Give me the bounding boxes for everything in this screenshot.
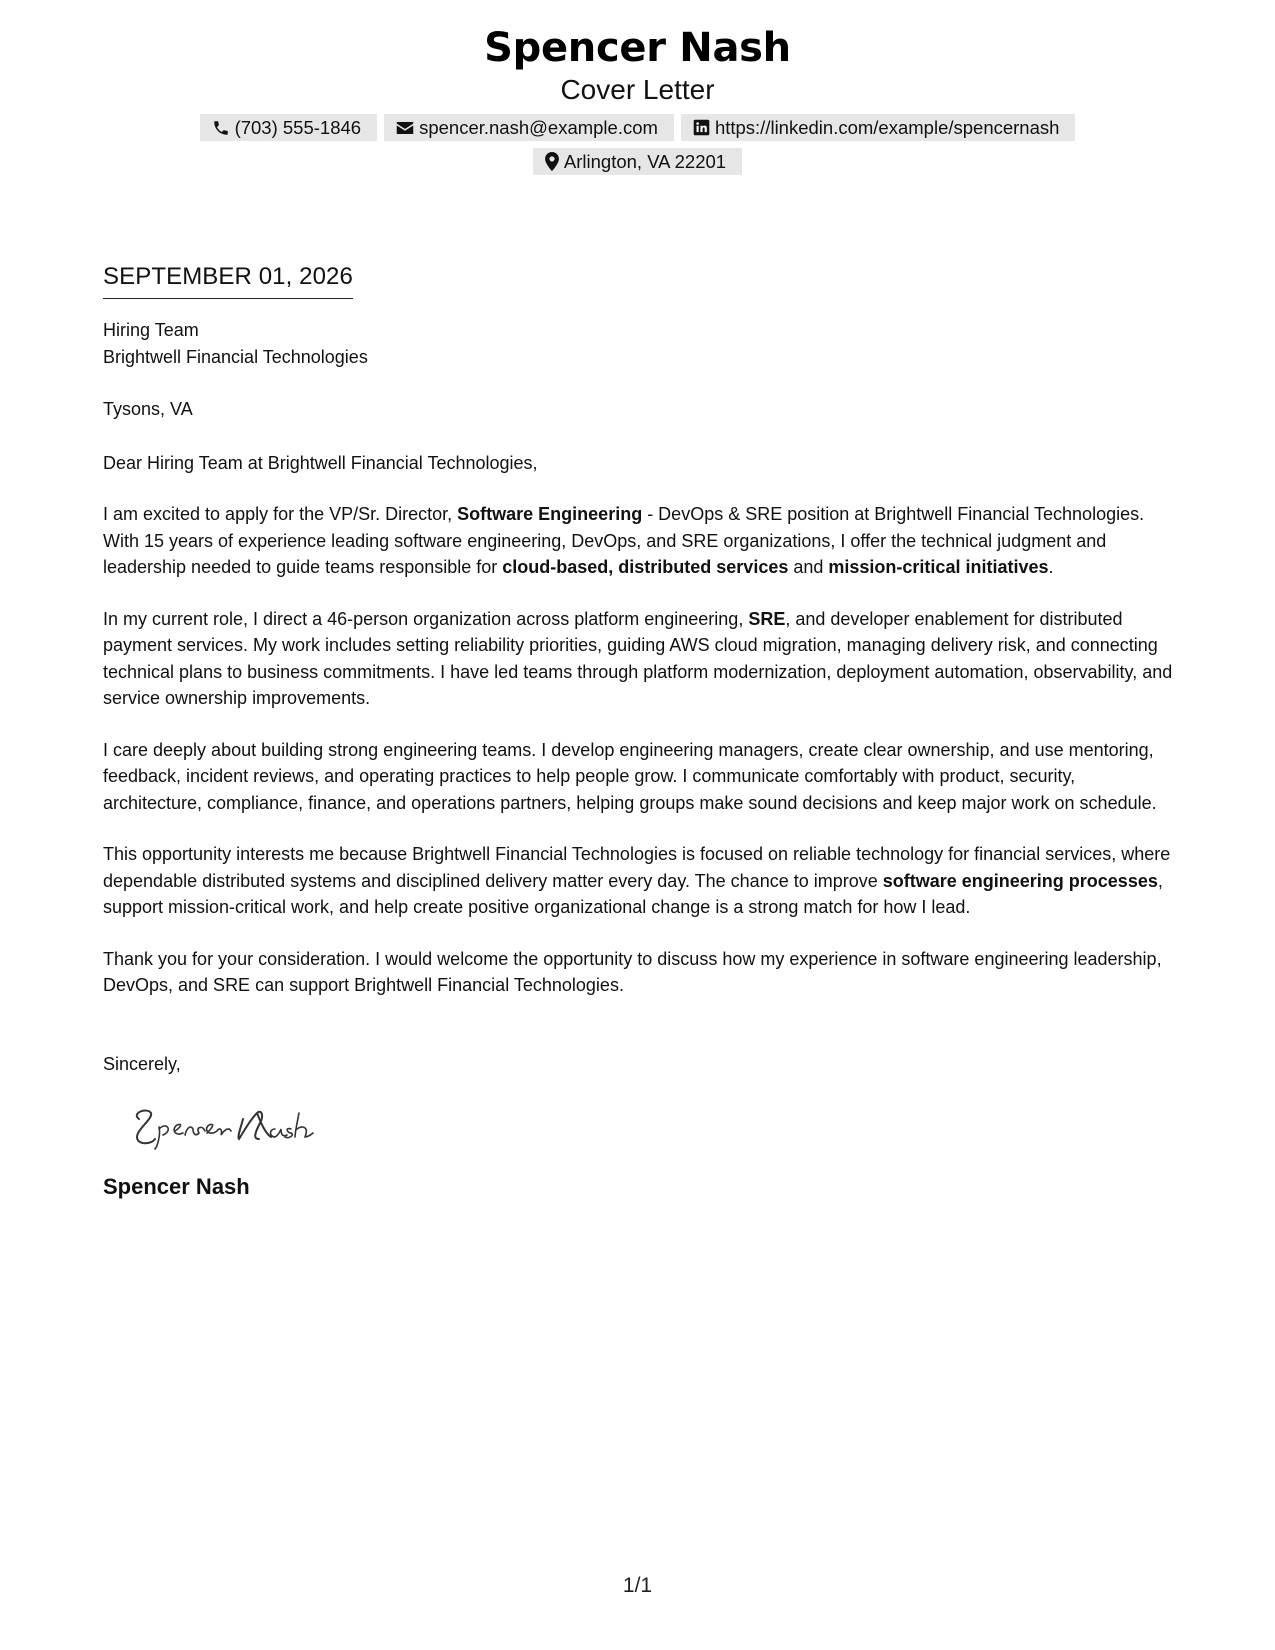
signature-image [125,1099,1178,1153]
text-run: , and developer enablement for distributed payment services. My work includes setting reliability priorities, guiding AWS cloud migration, managing delivery risk, and connecting technical plans to business commitments. I have led teams through platform modernization, deployment automation, observability, and service ownership improvements. [103,608,1173,708]
paragraph-2 [103,606,1178,712]
recipient-location: Tysons, VA [103,399,193,419]
salutation: Dear Hiring Team at Brightwell Financial Technologies, [103,452,538,473]
location-chip [533,148,742,175]
recipient-name: Hiring Team [103,320,199,340]
envelope-icon [396,120,414,136]
bold-run: mission-critical initiatives [828,557,1049,577]
letter-body [103,262,1178,1201]
paragraph-1 [103,501,1178,581]
email-text[interactable]: spencer.nash@example.com [419,116,658,138]
bold-run: SRE [748,608,786,629]
recipient-block [103,317,1178,370]
bold-run: software engineering processes [882,870,1158,891]
phone-text: (703) 555-1846 [234,116,362,138]
linkedin-chip[interactable] [681,114,1076,141]
paragraph-3: I care deeply about building strong engineering teams. I develop engineering managers, create clear ownership, and use mentoring, feedback, incident reviews, and operating practices to help people grow. I communicate comfortably with product, security, architecture, compliance, finance, and operations partners, helping groups make sound decisions and keep major work on schedule. [103,739,1157,813]
text-run: , support mission-critical work, and help create positive organizational change is a strong match for how I lead. [103,870,1163,917]
letter-header [0,22,1275,175]
bold-run: cloud-based, distributed services [502,557,789,577]
map-pin-icon [545,152,559,171]
text-run: This opportunity interests me because Brightwell Financial Technologies is focused on reliable technology for financial services, where dependable distributed systems and disciplined delivery matter every day. The chance to improve [103,844,1171,891]
contact-row-2 [0,148,1275,175]
paragraph-4 [103,841,1178,921]
text-run: - DevOps & SRE position at Brightwell Financial Technologies. With 15 years of experience leading software engineering, DevOps, and SRE organizations, I offer the technical judgment and leadership needed to guide teams responsible for [103,504,1145,577]
text-run: and [788,557,829,577]
applicant-name: Spencer Nash [484,25,791,71]
bold-run: Software Engineering [457,504,643,524]
recipient-company: Brightwell Financial Technologies [103,346,368,367]
phone-chip [200,114,378,141]
signer-name: Spencer Nash [103,1174,250,1199]
document-subtitle: Cover Letter [560,74,715,105]
text-run: In my current role, I direct a 46-person organization across platform engineering, [103,608,749,629]
linkedin-text[interactable]: https://linkedin.com/example/spencernash [714,116,1060,138]
text-run: I am excited to apply for the VP/Sr. Director, [103,504,458,524]
linkedin-icon [693,119,710,136]
text-run: . [1048,557,1054,577]
email-chip[interactable] [384,114,674,141]
phone-icon [212,119,230,137]
closing: Sincerely, [103,1053,181,1074]
contact-row [0,114,1275,141]
letter-date: SEPTEMBER 01, 2026 [103,262,353,299]
paragraph-5: Thank you for your consideration. I would welcome the opportunity to discuss how my experience in software engineering leadership, DevOps, and SRE can support Brightwell Financial Technologies. [103,948,1162,995]
page-number: 1/1 [622,1574,653,1597]
location-text: Arlington, VA 22201 [563,150,727,172]
